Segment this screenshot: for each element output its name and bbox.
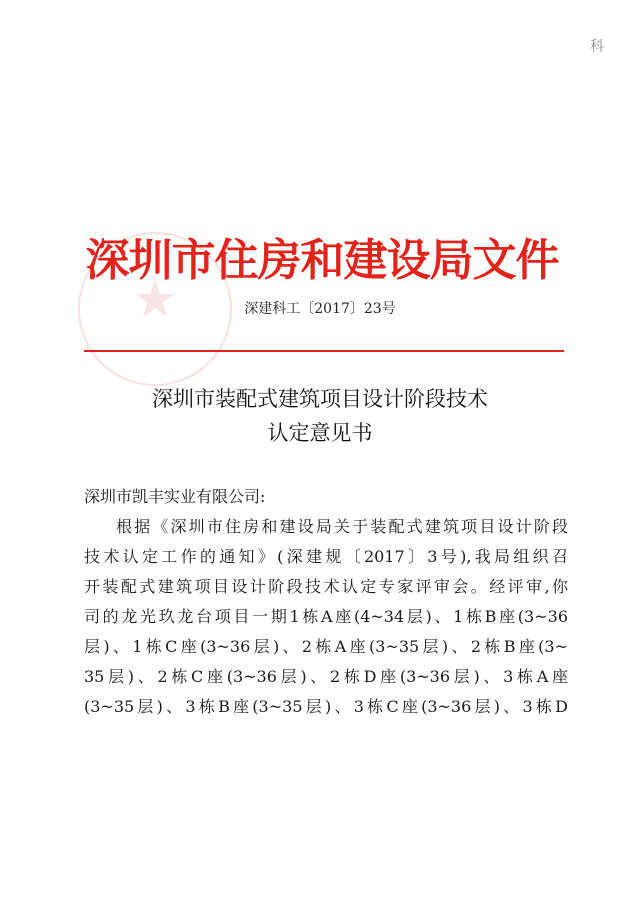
header-divider [84,350,564,352]
body-line: 根据《深圳市住房和建设局关于装配式建筑项目设计阶段 [116,517,568,536]
recipient-line: 深圳市凯丰实业有限公司: [84,487,266,506]
document-number: 深建科工〔2017〕23号 [244,301,396,317]
body-line: 层)、1栋C座(3~36层)、2栋A座(3~35层)、2栋B座(3~ [84,637,568,656]
body-line: 技术认定工作的通知》(深建规〔2017〕3号),我局组织召 [84,547,568,566]
seal-star-icon: ★ [131,270,179,330]
body-line: (3~35层)、3栋B座(3~35层)、3栋C座(3~36层)、3栋D [84,697,568,716]
body-line: 开装配式建筑项目设计阶段技术认定专家评审会。经评审,你 [84,577,568,596]
document-title-line: 深圳市装配式建筑项目设计阶段技术 [152,387,488,411]
document-header-title: 深圳市住房和建设局文件 [85,235,559,286]
document-title-line: 认定意见书 [267,421,373,445]
body-line: 司的龙光玖龙台项目一期1栋A座(4~34层)、1栋B座(3~36 [84,607,568,626]
handwritten-corner-mark: 科 [590,39,603,55]
body-line: 35层)、2栋C座(3~36层)、2栋D座(3~36层)、3栋A座 [84,667,568,686]
document-title [0,382,640,450]
body-paragraph [84,512,568,722]
